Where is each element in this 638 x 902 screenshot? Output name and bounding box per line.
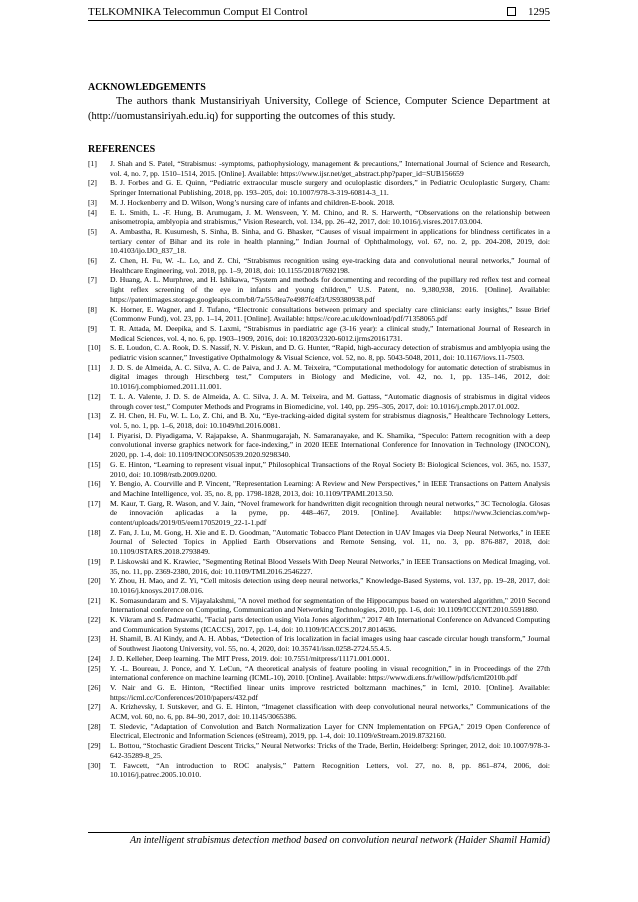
reference-number: [24]	[88, 653, 101, 663]
reference-number: [19]	[88, 556, 101, 566]
reference-text: B. J. Forbes and G. E. Quinn, “Pediatric extraocular muscle surgery and oculoplastic disorders,” in Pediatric Oculoplastic Surgery, Cham: Springer International Publishing, 2018, pp. 193–205, doi: 10.1007/978-3-319-60814-3_11.	[110, 178, 550, 198]
reference-number: [25]	[88, 663, 101, 673]
page-number-group	[507, 4, 550, 20]
journal-title: TELKOMNIKA Telecommun Comput El Control	[88, 6, 308, 18]
reference-number: [27]	[88, 702, 101, 712]
reference-number: [16]	[88, 479, 101, 489]
reference-item	[88, 159, 550, 178]
reference-number: [28]	[88, 721, 101, 731]
reference-item	[88, 528, 550, 557]
reference-number: [22]	[88, 615, 101, 625]
reference-text: G. E. Hinton, “Learning to represent visual input,” Philosophical Transactions of the Royal Society B: Biological Sciences, vol. 365, no. 1537, 2010, doi: 10.1098/rstb.2009.0200.	[110, 459, 550, 479]
reference-item	[88, 411, 550, 430]
reference-number: [29]	[88, 741, 101, 751]
references-list	[88, 159, 550, 780]
acknowledgements-heading: ACKNOWLEDGEMENTS	[88, 82, 206, 93]
reference-number: [1]	[88, 159, 97, 168]
page-number: 1295	[528, 6, 550, 18]
reference-item	[88, 198, 550, 208]
reference-text: S. E. Loudon, C. A. Rook, D. S. Nassif, N. V. Piskun, and D. G. Hunter, “Rapid, high-accuracy detection of strabismus and amblyopia using the pediatric vision scanner,” Investigative Opthalmology & Visual Science, vol. 52, no. 8, pp. 5043-5048, 2011, doi: 10.1167/iovs.11-7503.	[110, 343, 550, 363]
reference-item	[88, 634, 550, 653]
reference-text: Z. H. Chen, H. Fu, W. L. Lo, Z. Chi, and B. Xu, “Eye-tracking-aided digital system for strabismus diagnosis,” Healthcare Technology Letters, vol. 5, no. 1, pp. 1–6, 2018, doi: 10.1049/htl.2016.0081.	[110, 411, 550, 430]
reference-text: T. Fawcett, “An introduction to ROC analysis,” Pattern Recognition Letters, vol. 27, no. 8, pp. 861–874, 2006, doi: 10.1016/j.patrec.2005.10.010.	[110, 760, 550, 780]
reference-item	[88, 343, 550, 362]
reference-number: [17]	[88, 498, 101, 508]
reference-item	[88, 722, 550, 741]
reference-number: [26]	[88, 682, 101, 692]
reference-number: [3]	[88, 197, 97, 207]
references-heading: REFERENCES	[88, 144, 156, 155]
reference-text: Z. Fan, J. Lu, M. Gong, H. Xie and E. D. Goodman, "Automatic Tobacco Plant Detection in UAV Images via Deep Neural Networks," in IEEE Journal of Selected Topics in Applied Earth Observations and Remote Sensing, vol. 11, no. 3, pp. 876-887, 2018, doi: 10.1109/JSTARS.2018.2793849.	[110, 527, 550, 557]
reference-text: J. Shah and S. Patel, “Strabismus: -symptoms, pathophysiology, management & precautions,” International Journal of Science and Research, vol. 4, no. 7, pp. 1510–1514, 2015. [Online]. Available: https://www.ijsr.net/get_abstract.php?paper_id=SUB156659	[110, 159, 550, 178]
reference-item	[88, 460, 550, 479]
reference-item	[88, 683, 550, 702]
reference-number: [7]	[88, 275, 97, 285]
reference-item	[88, 654, 550, 664]
reference-text: T. L. A. Valente, J. D. S. de Almeida, A. C. Silva, J. A. M. Teixeira, and M. Gattass, “Automatic diagnosis of strabismus in digital videos through cover test,” Computer Methods and Programs in Biomedicine, vol. 140, pp. 295–305, 2017, doi: 10.1016/j.cmpb.2017.01.002.	[110, 391, 550, 411]
reference-text: D. Huang, A. L. Murphree, and H. Ishikawa, “System and methods for documenting and recording of the pupillary red reflex test and corneal light reflex screening of the eye in infants and young children,” U.S. Patent, no. 9,380,938, 2016. [Online]. Available: https://patentimages.storage.googleapis.com/b8/7a/55/8ea7e4987fc4f3/US9380938.pdf	[110, 275, 550, 304]
running-header	[88, 4, 550, 21]
reference-item	[88, 615, 550, 634]
reference-text: J. D. S. de Almeida, A. C. Silva, A. C. de Paiva, and J. A. M. Teixeira, “Computational methodology for automatic detection of strabismus in digital images through Hirschberg test,” Computers in Biology and Medicine, vol. 42, no. 1, pp. 135–146, 2012, doi: 10.1016/j.compbiomed.2011.11.001.	[110, 362, 550, 392]
reference-text: K. Horner, E. Wagner, and J. Tufano, “Electronic consultations between primary and specialty care clinicians: early insights,” Issue Brief (Commonw Fund), vol. 23, pp. 1–14, 2011. [Online]. Available: https://core.ac.uk/download/pdf/71358065.pdf	[110, 304, 550, 324]
reference-text: L. Bottou, “Stochastic Gradient Descent Tricks,” Neural Networks: Tricks of the Trade, Berlin, Heidelberg: Springer, 2012, doi: 10.1007/978-3-642-35289-8_25.	[110, 741, 550, 760]
reference-item	[88, 741, 550, 760]
reference-item	[88, 275, 550, 304]
reference-text: J. D. Kelleher, Deep learning. The MIT Press, 2019. doi: 10.7551/mitpress/11171.001.0001.	[110, 653, 390, 663]
reference-text: I. Piyarisi, D. Piyadigama, V. Rajapakse, A. Shanmugarajah, N. Samaranayake, and K. Shamika, “Speculo: Pattern recognition with a deep convolutional inverse graphics network for face-indexing,” in 2020 IEEE International Conference for Innovation in Technology (INOCON), 2020, pp. 1-4, doi: 10.1109/INOCON50539.2020.9298340.	[110, 430, 550, 460]
reference-number: [10]	[88, 343, 101, 353]
running-footer: An intelligent strabismus detection method based on convolution neural network (Haider Shamil Hamid)	[88, 832, 550, 847]
reference-text: Y. Zhou, H. Mao, and Z. Yi, “Cell mitosis detection using deep neural networks,” Knowledge-Based Systems, vol. 137, pp. 19–28, 2017, doi: 10.1016/j.knosys.2017.08.016.	[110, 576, 550, 595]
reference-text: V. Nair and G. E. Hinton, “Rectified linear units improve restricted boltzmann machines,” in Icml, 2010. [Online]. Available: https://icml.cc/Conferences/2010/papers/432.pdf	[110, 682, 550, 702]
reference-number: [14]	[88, 430, 101, 440]
reference-number: [8]	[88, 304, 97, 314]
reference-item	[88, 664, 550, 683]
reference-text: Z. Chen, H. Fu, W. -L. Lo, and Z. Chi, “Strabismus recognition using eye-tracking data and convolutional neural networks,” Journal of Healthcare Engineering, vol. 2018, pp. 1–9, 2018, doi: 10.1155/2018/7692198.	[110, 256, 550, 275]
reference-text: H. Shamil, B. Al Kindy, and A. H. Abbas, “Detection of Iris localization in facial images using haar cascade circular hough transform,” Journal of Southwest Jiaotong University, vol. 55, no. 4, 2020, doi: 10.35741/issn.0258-2724.55.4.5.	[110, 634, 550, 654]
reference-item	[88, 761, 550, 780]
reference-number: [11]	[88, 362, 101, 372]
reference-text: M. Kaur, T. Garg, R. Wason, and V. Jain, “Novel framework for handwritten digit recognition through neural networks,” 3C Tecnología. Glosas de innovación aplicadas a la pyme, pp. 448–467, 2019. [Online]. Available: https://www.3ciencias.com/wp-content/uploads/2019/05/eem17052019_22-1-1.pdf	[110, 498, 550, 528]
reference-text: P. Liskowski and K. Krawiec, "Segmenting Retinal Blood Vessels With Deep Neural Networks," in IEEE Transactions on Medical Imaging, vol. 35, no. 11, pp. 2369-2380, 2016, doi: 10.1109/TMI.2016.2546227.	[110, 556, 550, 576]
reference-number: [4]	[88, 207, 97, 217]
reference-item	[88, 392, 550, 411]
reference-number: [30]	[88, 760, 101, 770]
reference-item	[88, 557, 550, 576]
reference-number: [21]	[88, 595, 101, 605]
reference-item	[88, 479, 550, 498]
reference-text: M. J. Hockenberry and D. Wilson, Wong’s nursing care of infants and children-E-book. 2018.	[110, 197, 395, 207]
reference-number: [18]	[88, 527, 101, 537]
reference-number: [12]	[88, 391, 101, 401]
reference-item	[88, 702, 550, 721]
reference-number: [20]	[88, 576, 101, 586]
reference-number: [6]	[88, 256, 97, 266]
reference-text: K. Somasundaram and S. Vijayalakshmi, "A novel method for segmentation of the Hippocampus based on watershed algorithm," 2010 Second International conference on Computing, Communication and Networking Technologies, 2010, pp. 1-6, doi: 10.1109/ICCCNT.2010.5591880.	[110, 595, 550, 615]
reference-number: [23]	[88, 634, 101, 644]
reference-number: [15]	[88, 459, 101, 469]
reference-text: A. Krizhevsky, I. Sutskever, and G. E. Hinton, “Imagenet classification with deep convolutional neural networks,” Communications of the ACM, vol. 60, no. 6, pp. 84–90, 2017, doi: 10.1145/3065386.	[110, 702, 550, 722]
reference-text: Y. Bengio, A. Courville and P. Vincent, "Representation Learning: A Review and New Perspectives," in IEEE Transactions on Pattern Analysis and Machine Intelligence, vol. 35, no. 8, pp. 1798-1828, 2013, doi: 10.1109/TPAMI.2013.50.	[110, 479, 550, 498]
reference-text: E. L. Smith, L. -F. Hung, B. Arumugam, J. M. Wensveen, Y. M. Chino, and R. S. Harwerth, “Observations on the relationship between anisometropia, amblyopia and strabismus,” Vision Research, vol. 134, pp. 26–42, 2017, doi: 10.1016/j.visres.2017.03.004.	[110, 207, 550, 227]
reference-item	[88, 178, 550, 197]
reference-number: [13]	[88, 411, 101, 421]
reference-text: K. Vikram and S. Padmavathi, "Facial parts detection using Viola Jones algorithm," 2017 4th International Conference on Advanced Computing and Communication Systems (ICACCS), 2017, pp. 1-4, doi: 10.1109/ICACCS.2017.8014636.	[110, 615, 550, 634]
reference-item	[88, 576, 550, 595]
reference-number: [9]	[88, 323, 97, 333]
reference-item	[88, 208, 550, 227]
reference-item	[88, 305, 550, 324]
reference-text: T. R. Attada, M. Deepika, and S. Laxmi, “Strabismus in paediatric age (3-16 year): a clinical study,” International Journal of Research in Medical Sciences, vol. 4, no. 6, pp. 1903–1909, 2016, doi: 10.18203/2320-6012.ijrms20161731.	[110, 323, 550, 343]
acknowledgements-text: The authors thank Mustansiriyah University, College of Science, Computer Science Department at (http://uomustansiriyah.edu.iq) for supporting the outcomes of this study.	[88, 96, 550, 122]
main-content	[88, 82, 550, 780]
reference-number: [5]	[88, 226, 97, 236]
reference-item	[88, 324, 550, 343]
reference-text: A. Ambastha, R. Kusumesh, S. Sinha, B. Sinha, and G. Bhasker, “Causes of visual impairment in applications for blindness certificates in a tertiary center of Bihar and its role in health planning,” Indian Journal of Ophthalmology, vol. 67, no. 2, pp. 204-208, 2019, doi: 10.4103/ijo.IJO_837_18.	[110, 226, 550, 256]
reference-item	[88, 256, 550, 275]
reference-item	[88, 499, 550, 528]
reference-item	[88, 431, 550, 460]
reference-text: Y. -L. Boureau, J. Ponce, and Y. LeCun, “A theoretical analysis of feature pooling in visual recognition,” in in Proceedings of the 27th international conference on machine learning (ICML-10), 2010. [Online]. Available: https://www.di.ens.fr/willow/pdfs/icml2010b.pdf	[110, 663, 550, 683]
reference-item	[88, 363, 550, 392]
reference-number: [2]	[88, 178, 97, 188]
checkbox-square-icon	[507, 7, 516, 16]
reference-item	[88, 596, 550, 615]
reference-item	[88, 227, 550, 256]
reference-text: T. Sledevic, "Adaptation of Convolution and Batch Normalization Layer for CNN Implementation on FPGA," 2019 Open Conference of Electrical, Electronic and Information Sciences (eStream), 2019, pp. 1-4, doi: 10.1109/eStream.2019.8732160.	[110, 721, 550, 741]
